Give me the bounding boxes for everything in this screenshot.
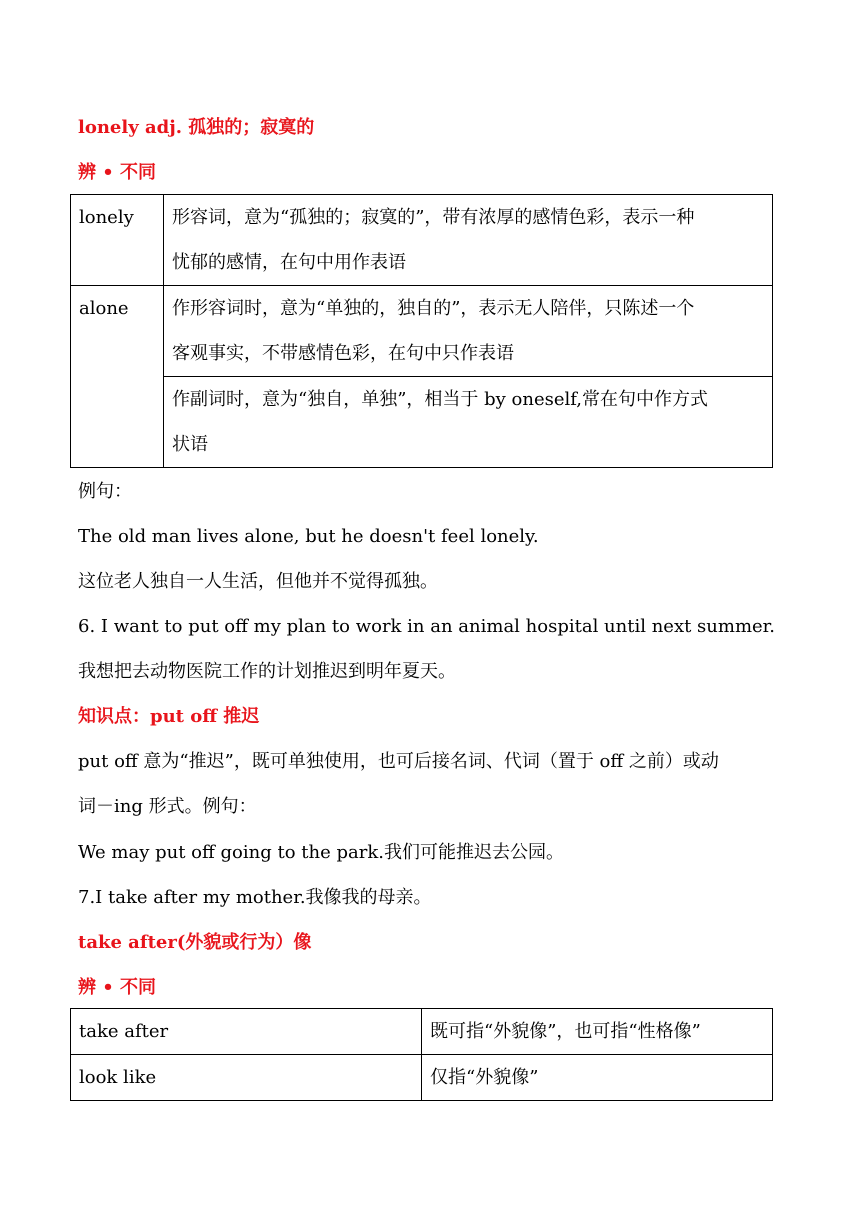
take-after-table <box>70 1008 773 1101</box>
phrase-cell: look like <box>71 1055 422 1101</box>
diff-label: 辨 • 不同 <box>78 977 157 998</box>
knowledge-point: 知识点：put off 推迟 <box>78 706 260 727</box>
table-row <box>71 286 773 377</box>
meaning-cell: 仅指“外貌像” <box>422 1055 773 1101</box>
word-cell: lonely <box>71 195 164 286</box>
example-label: 例句： <box>78 481 132 502</box>
put-off-description: put off 意为“推迟”，既可单独使用，也可后接名词、代词（置于 off 之前）或动 <box>78 751 719 772</box>
table-row <box>71 195 773 286</box>
section-heading-take-after: take after(外貌或行为）像 <box>78 932 312 953</box>
sentence-6-chinese: 我想把去动物医院工作的计划推迟到明年夏天。 <box>78 661 456 682</box>
diff-label: 辨 • 不同 <box>78 162 157 183</box>
meaning-line: 状语 <box>172 434 208 455</box>
meaning-line: 作形容词时，意为“单独的，独自的”，表示无人陪伴，只陈述一个 <box>172 298 695 319</box>
sentence-7: 7.I take after my mother.我像我的母亲。 <box>78 887 432 908</box>
meaning-cell <box>164 286 773 377</box>
meaning-line: 客观事实，不带感情色彩，在句中只作表语 <box>172 343 514 364</box>
put-off-description: 词－ing 形式。例句： <box>78 796 257 817</box>
phrase-cell: take after <box>71 1009 422 1055</box>
meaning-cell <box>164 195 773 286</box>
word-cell: alone <box>71 286 164 468</box>
sentence-6-english: 6. I want to put off my plan to work in an animal hospital until next summer. <box>78 616 776 637</box>
example-chinese: 这位老人独自一人生活，但他并不觉得孤独。 <box>78 571 438 592</box>
table-row <box>71 1055 773 1101</box>
meaning-line: 忧郁的感情，在句中用作表语 <box>172 252 406 273</box>
meaning-cell <box>164 377 773 468</box>
section-heading-lonely: lonely adj. 孤独的；寂寞的 <box>78 117 315 138</box>
lonely-alone-table <box>70 194 773 468</box>
meaning-line: 形容词，意为“孤独的；寂寞的”，带有浓厚的感情色彩，表示一种 <box>172 207 695 228</box>
put-off-example: We may put off going to the park.我们可能推迟去公园。 <box>78 842 564 863</box>
meaning-cell: 既可指“外貌像”，也可指“性格像” <box>422 1009 773 1055</box>
example-english: The old man lives alone, but he doesn't feel lonely. <box>78 526 539 547</box>
table-row <box>71 1009 773 1055</box>
meaning-line: 作副词时，意为“独自，单独”，相当于 by oneself,常在句中作方式 <box>172 389 709 410</box>
table-row <box>71 377 773 468</box>
